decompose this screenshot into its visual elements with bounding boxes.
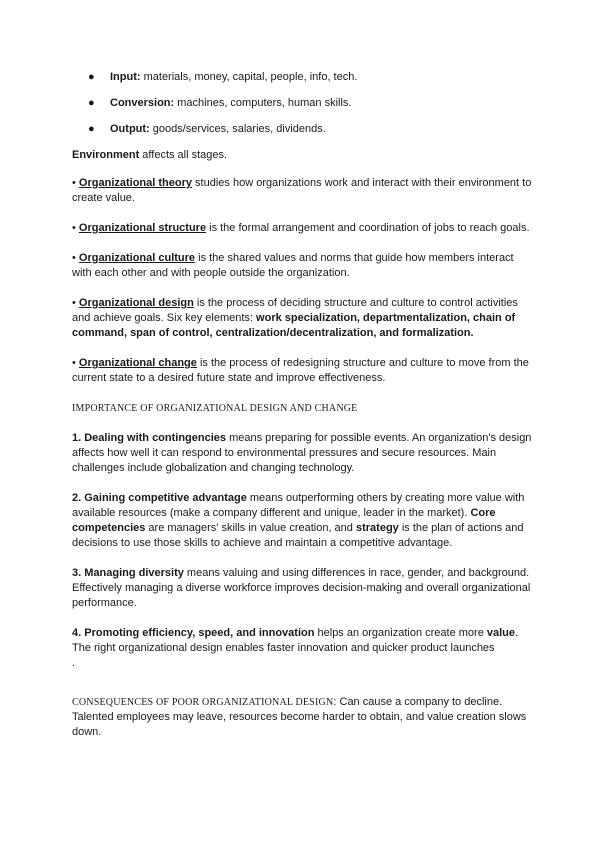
definition-structure <box>72 221 532 236</box>
bullet-text: machines, computers, human skills. <box>174 97 352 109</box>
core-competencies-term: Core competencies <box>72 507 496 534</box>
point-text: means outperforming others by creating more value with available resources (make a company different and unique, leader in the market). <box>72 492 525 519</box>
point-efficiency <box>72 626 532 671</box>
consequences-paragraph <box>72 695 532 740</box>
definition-term: Organizational structure <box>78 222 207 234</box>
list-item <box>72 122 532 137</box>
definition-text: is the process of deciding structure and culture to control activities and achieve goals. Six key elements: <box>72 297 518 324</box>
point-title: 4. Promoting efficiency, speed, and innovation <box>72 627 315 639</box>
point-title: 1. Dealing with contingencies <box>72 432 227 444</box>
definition-term: Organizational theory <box>78 177 192 189</box>
definition-prefix: • <box>72 252 79 264</box>
io-bullet-list <box>72 70 532 137</box>
point-text: . The right organizational design enables faster innovation and quicker product launches <box>72 627 519 654</box>
consequences-label: CONSEQUENCES OF POOR ORGANIZATIONAL DESIGN <box>72 697 334 708</box>
point-text: helps an organization create more <box>314 627 487 639</box>
point-title: 3. Managing diversity <box>72 567 184 579</box>
point-competitive-advantage <box>72 491 532 551</box>
list-item <box>72 70 532 85</box>
consequences-colon: : <box>333 696 337 708</box>
bullet-label: Output: <box>110 123 150 135</box>
definition-text: is the formal arrangement and coordination of jobs to reach goals. <box>206 222 530 234</box>
bullet-label: Conversion: <box>110 97 175 109</box>
bullet-text: goods/services, salaries, dividends. <box>149 123 326 135</box>
environment-text: affects all stages. <box>139 149 228 161</box>
value-term: value <box>486 627 516 639</box>
consequences-text: Can cause a company to decline. Talented employees may leave, resources become harder to obtain, and value creation slows down. <box>72 696 527 738</box>
definition-term: Organizational culture <box>78 252 196 264</box>
bullet-marker: ● <box>88 123 95 135</box>
point-title: 2. Gaining competitive advantage <box>72 492 247 504</box>
environment-label: Environment <box>72 149 140 161</box>
definition-text: is the shared values and norms that guide how members interact with each other and with people outside the organization. <box>72 252 514 279</box>
trailing-period: . <box>72 657 76 669</box>
bullet-marker: ● <box>88 71 95 83</box>
point-text: means valuing and using differences in race, gender, and background. Effectively managing a diverse workforce improves decision-making and overall organizational performance. <box>72 567 531 609</box>
definition-text: studies how organizations work and interact with their environment to create value. <box>72 177 532 204</box>
design-elements-list: work specialization, departmentalization, chain of command, span of control, centralization/decentralization, and formalization. <box>72 312 516 339</box>
definition-prefix: • <box>72 297 79 309</box>
definition-text: is the process of redesigning structure and culture to move from the current state to a desired future state and improve effectiveness. <box>72 357 529 384</box>
point-text: are managers' skills in value creation, and <box>145 522 356 534</box>
point-diversity <box>72 566 532 611</box>
document-page <box>72 70 532 740</box>
list-item <box>72 96 532 111</box>
definition-culture <box>72 251 532 281</box>
definition-change <box>72 356 532 386</box>
bullet-text: materials, money, capital, people, info, tech. <box>140 71 358 83</box>
definition-design <box>72 296 532 341</box>
bullet-marker: ● <box>88 97 95 109</box>
bullet-label: Input: <box>110 71 141 83</box>
point-text: means preparing for possible events. An organization's design affects how well it can respond to environmental pressures and secure resources. Main challenges include globalization and changing technology. <box>72 432 532 474</box>
point-contingencies <box>72 431 532 476</box>
definition-theory <box>72 176 532 206</box>
section-heading: IMPORTANCE OF ORGANIZATIONAL DESIGN AND CHANGE <box>72 403 358 414</box>
definition-prefix: • <box>72 177 79 189</box>
definition-prefix: • <box>72 222 79 234</box>
environment-line <box>72 148 532 163</box>
definition-term: Organizational change <box>78 357 197 369</box>
definition-term: Organizational design <box>78 297 194 309</box>
strategy-term: strategy <box>355 522 399 534</box>
point-text: is the plan of actions and decisions to use those skills to achieve and maintain a competitive advantage. <box>72 522 524 549</box>
definition-prefix: • <box>72 357 79 369</box>
